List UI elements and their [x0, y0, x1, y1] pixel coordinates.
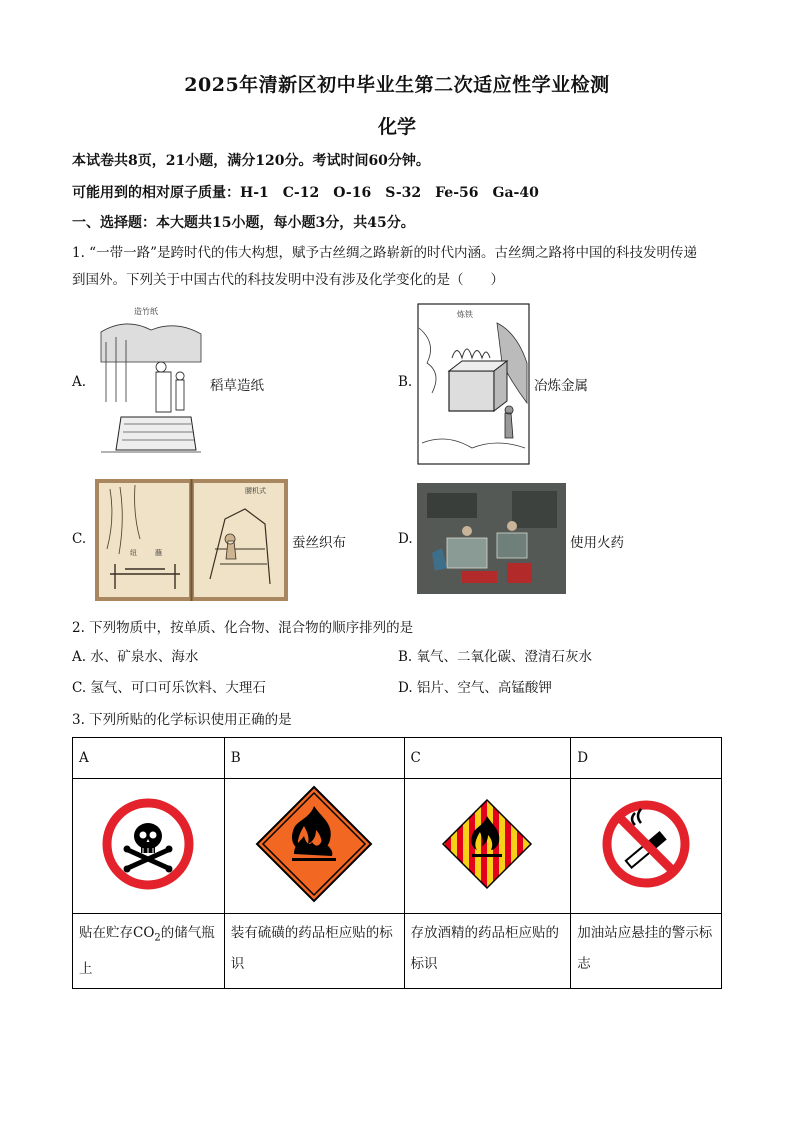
question-1-line-2: 到国外。下列关于中国古代的科技发明中没有涉及化学变化的是（ ）	[72, 272, 504, 288]
q2-option-c: C. 氢气、可口可乐饮料、大理石	[72, 680, 266, 696]
papermaking-illustration	[96, 302, 205, 463]
question-1-line-1: 1. “一带一路”是跨时代的伟大构想，赋予古丝绸之路崭新的时代内涵。古丝绸之路将中国的科技发明传递	[72, 245, 697, 261]
image-c-caption: 腰机式	[245, 487, 266, 495]
col-header-a: A	[73, 738, 225, 779]
toxic-sign-icon	[100, 796, 196, 892]
q1-option-d-label: 使用火药	[570, 535, 624, 551]
smelting-illustration	[417, 303, 530, 465]
q1-option-c-letter: C.	[72, 531, 87, 547]
page-title: 2025年清新区初中毕业生第二次适应性学业检测	[184, 74, 610, 96]
desc-a: 贴在贮存$CO_2$的储气瓶上	[73, 914, 225, 989]
svg-text:纽: 纽	[130, 549, 137, 557]
question-1-stem	[72, 240, 722, 294]
image-a-caption: 造竹纸	[134, 307, 158, 316]
question-2-stem: 2. 下列物质中，按单质、化合物、混合物的顺序排列的是	[72, 620, 414, 636]
question-3-stem: 3. 下列所贴的化学标识使用正确的是	[72, 712, 292, 728]
col-header-d: D	[571, 738, 722, 779]
exam-info: 本试卷共8页，21小题，满分120分。考试时间60分钟。	[72, 153, 430, 169]
weaving-illustration	[95, 479, 288, 601]
sign-table	[72, 737, 722, 989]
atomic-masses: 可能用到的相对原子质量：H-1 C-12 O-16 S-32 Fe-56 Ga-40	[72, 185, 539, 201]
section-heading: 一、选择题：本大题共15小题，每小题3分，共45分。	[72, 215, 415, 231]
desc-b: 装有硫磺的药品柜应贴的标识	[224, 914, 404, 989]
q2-option-d: D. 铝片、空气、高锰酸钾	[398, 680, 552, 696]
desc-c: 存放酒精的药品柜应贴的标识	[404, 914, 571, 989]
no-smoking-sign-icon	[601, 799, 691, 889]
col-header-b: B	[224, 738, 404, 779]
subject-title: 化学	[377, 116, 416, 138]
q1-option-a-label: 稻草造纸	[210, 378, 264, 394]
q1-option-d-letter: D.	[398, 531, 413, 547]
col-header-c: C	[404, 738, 571, 779]
q2-option-b: B. 氧气、二氧化碳、澄清石灰水	[398, 649, 593, 665]
q2-option-a: A. 水、矿泉水、海水	[72, 649, 199, 665]
q1-option-a-letter: A.	[72, 374, 87, 390]
q1-option-c-label: 蚕丝织布	[292, 535, 346, 551]
q1-option-b-letter: B.	[398, 374, 413, 390]
image-b-caption: 炼铁	[457, 310, 473, 319]
gunpowder-illustration	[417, 483, 566, 594]
desc-d: 加油站应悬挂的警示标志	[571, 914, 722, 989]
svg-text:蘸: 蘸	[155, 549, 162, 557]
spontaneous-combustion-sign-icon	[439, 796, 535, 892]
q1-option-b-label: 冶炼金属	[534, 378, 588, 394]
flammable-sign-icon	[254, 784, 374, 904]
